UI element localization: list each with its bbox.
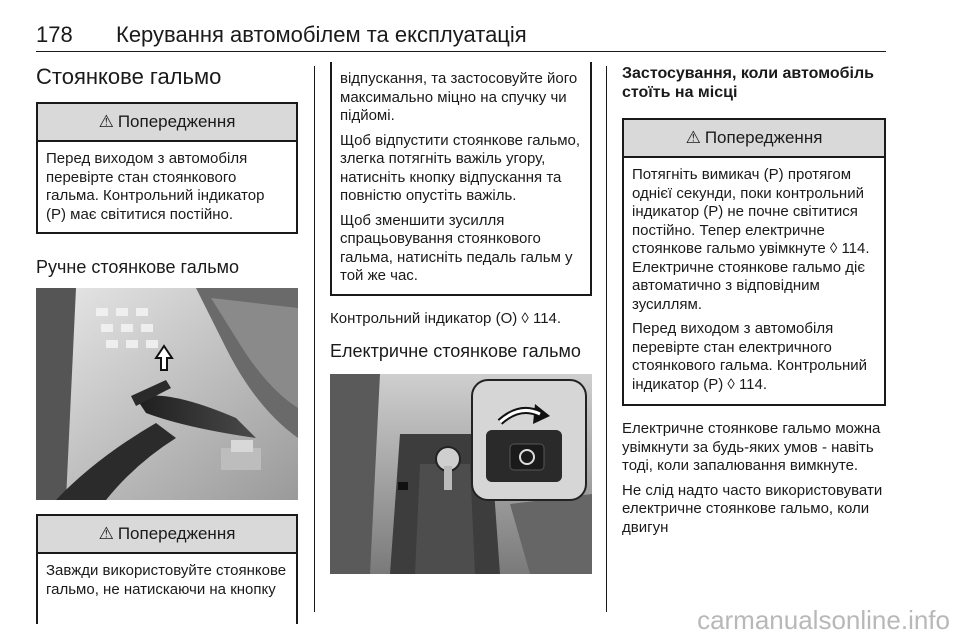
column-right <box>622 56 886 537</box>
warning-box <box>622 118 886 406</box>
body-paragraph: Не слід надто часто використовувати електричне стоянкове гальмо, коли двигун <box>622 481 883 536</box>
column-middle <box>330 56 592 574</box>
body-paragraph: Електричне стоянкове гальмо можна увімкнути за будь-яких умов - навіть тоді, коли запалювання вимкнуте. <box>622 420 881 474</box>
electric-parking-brake-illustration <box>330 374 592 574</box>
column-divider <box>314 66 315 612</box>
warning-box <box>36 514 298 624</box>
warning-triangle-icon: ⚠ <box>98 112 114 131</box>
warning-title: Попередження <box>117 524 236 543</box>
watermark: carmanualsonline.info <box>697 605 950 635</box>
warning-text: Перед виходом з автомобіля перевірте стан стоянкового гальма. Контрольний індикатор (P) має світитися постійно. <box>46 150 265 223</box>
warning-continuation-box <box>330 62 592 296</box>
warning-triangle-icon: ⚠ <box>98 524 114 543</box>
warning-header <box>38 516 296 554</box>
section-title: Стоянкове гальмо <box>36 64 222 89</box>
subsection-title: Застосування, коли автомобіль стоїть на місці <box>622 65 874 101</box>
warning-text: Щоб зменшити зусилля спрацьовування стоянкового гальма, натисніть педаль гальм у той же час. <box>340 211 573 284</box>
subsection-title: Ручне стоянкове гальмо <box>36 257 239 277</box>
indicator-reference: Контрольний індикатор (O) ◊ 114. <box>330 309 562 327</box>
warning-header <box>624 120 884 158</box>
warning-header <box>38 104 296 142</box>
warning-text: відпускання, та застосовуйте його максимально міцно на спучку чи підйомі. <box>340 70 578 124</box>
manual-handbrake-illustration <box>36 288 298 500</box>
page-number: 178 <box>36 22 73 47</box>
warning-triangle-icon: ⚠ <box>685 128 701 147</box>
warning-text: Потягніть вимикач (P) протягом однієї секунди, поки контрольний індикатор (P) не почне світитися постійно. Тепер електричне стоянкове гальмо увімкнуте ◊ 114. Електричне стоянкове гальмо діє автоматично з відповідним зусиллям. <box>632 166 870 313</box>
warning-text: Перед виходом з автомобіля перевірте стан електричного стоянкового гальма. Контрольний індикатор (P) ◊ 114. <box>632 320 868 393</box>
warning-title: Попередження <box>704 128 823 147</box>
column-left <box>36 56 298 624</box>
warning-title: Попередження <box>117 112 236 131</box>
page-title: Керування автомобілем та експлуатація <box>116 22 527 47</box>
warning-box <box>36 102 298 234</box>
warning-text: Щоб відпустити стоянкове гальмо, злегка потягніть важіль угору, натисніть кнопку відпускання та повністю опустіть важіль. <box>340 131 581 204</box>
column-divider <box>606 66 607 612</box>
warning-text: Завжди використовуйте стоянкове гальмо, не натискаючи на кнопку <box>46 562 287 598</box>
page-header <box>36 22 886 52</box>
subsection-title: Електричне стоянкове гальмо <box>330 341 581 361</box>
